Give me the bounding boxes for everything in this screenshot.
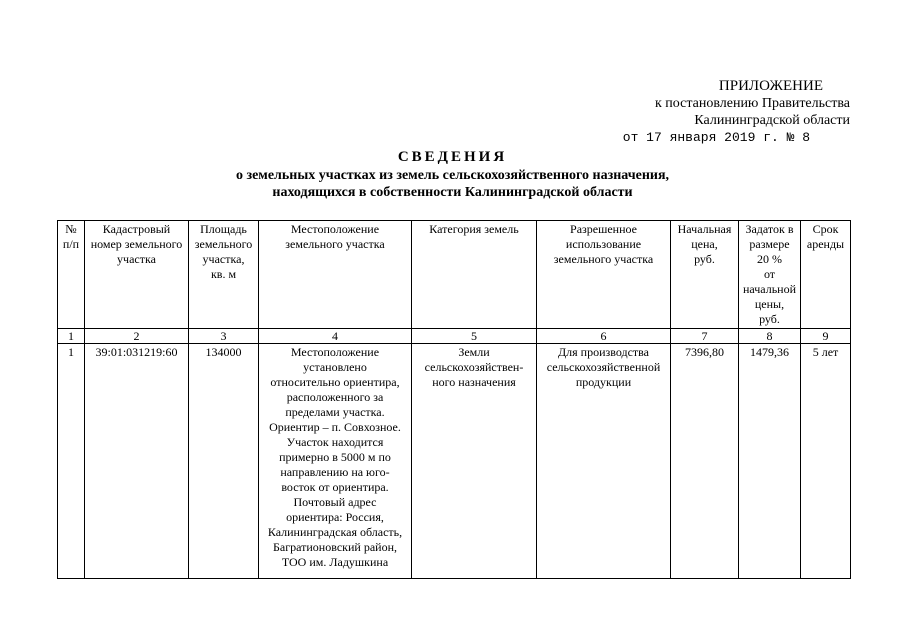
cell-line: ТОО им. Ладушкина: [281, 555, 389, 569]
cell-line: участка: [117, 252, 156, 266]
cell-line: 1: [68, 345, 74, 359]
deposit-cell: [739, 344, 801, 579]
cell-line: цена,: [691, 237, 718, 251]
cell-line: кв. м: [210, 267, 237, 281]
cell-line: Багратионовский район,: [272, 540, 397, 554]
cell-line: цены,: [754, 297, 785, 311]
cell-line: сельскохозяйственной: [546, 360, 661, 374]
cadastral-number-cell: [85, 344, 189, 579]
cell-line: Земли: [458, 345, 490, 359]
appendix-line-1: к постановлению Правительства: [654, 96, 850, 111]
cell-line: Местоположение: [290, 222, 380, 236]
cell-line: продукции: [575, 375, 632, 389]
cell-line: земельного участка: [285, 237, 385, 251]
cell-line: относительно ориентира,: [270, 375, 400, 389]
header-cell: [259, 221, 412, 329]
header-cell: [801, 221, 851, 329]
column-number: 5: [412, 329, 537, 344]
cell-line: Местоположение: [290, 345, 380, 359]
cell-line: Для производства: [557, 345, 650, 359]
column-number: 2: [85, 329, 189, 344]
row-number-cell: [58, 344, 85, 579]
cell-line: 134000: [205, 345, 242, 359]
document-subtitle-2: находящихся в собственности Калининградской области: [272, 185, 633, 200]
cell-line: 1479,36: [750, 345, 789, 359]
column-number: 3: [189, 329, 259, 344]
header-cell: [537, 221, 671, 329]
header-cell: [85, 221, 189, 329]
column-number: 1: [58, 329, 85, 344]
cell-line: начальной: [742, 282, 797, 296]
cell-line: Участок находится: [286, 435, 384, 449]
cell-line: пределами участка.: [285, 405, 385, 419]
cell-line: расположенного за: [286, 390, 384, 404]
cell-line: ориентира: Россия,: [286, 510, 384, 524]
cell-line: участка,: [202, 252, 245, 266]
location-cell: [259, 344, 412, 579]
cell-line: сельскохозяйствен-: [424, 360, 524, 374]
appendix-line-2: Калининградской области: [694, 113, 850, 128]
initial-price-cell: [671, 344, 739, 579]
cell-line: восток от ориентира.: [281, 480, 389, 494]
cell-line: Срок: [812, 222, 839, 236]
header-cell: [671, 221, 739, 329]
document-heading: [0, 147, 905, 201]
cell-line: Категория земель: [429, 222, 519, 236]
appendix-date: от 17 января 2019 г. № 8: [622, 130, 810, 145]
cell-line: Почтовый адрес: [293, 495, 377, 509]
cell-line: земельного участка: [553, 252, 654, 266]
land-plots-table: [57, 220, 851, 579]
cell-line: Задаток в: [745, 222, 794, 236]
column-number: 4: [259, 329, 412, 344]
cell-line: установлено: [303, 360, 367, 374]
cell-line: Начальная: [677, 222, 732, 236]
cell-line: Ориентир – п. Совхозное.: [269, 420, 401, 434]
header-cell: [739, 221, 801, 329]
table-row: [58, 344, 851, 579]
land-category-cell: [412, 344, 537, 579]
lease-term-cell: [801, 344, 851, 579]
cell-line: направлению на юго-: [280, 465, 390, 479]
cell-line: примерно в 5000 м по: [279, 450, 391, 464]
column-number: 7: [671, 329, 739, 344]
cell-line: аренды: [806, 237, 845, 251]
document-subtitle-1: о земельных участках из земель сельскохозяйственного назначения,: [235, 168, 670, 183]
cell-line: использование: [565, 237, 642, 251]
cell-line: 39:01:031219:60: [95, 345, 178, 359]
header-cell: [412, 221, 537, 329]
table-header-row: [58, 221, 851, 329]
cell-line: Разрешенное: [570, 222, 637, 236]
cell-line: №: [65, 222, 77, 236]
header-cell: [189, 221, 259, 329]
cell-line: п/п: [62, 237, 80, 251]
header-cell: [58, 221, 85, 329]
cell-line: 7396,80: [685, 345, 724, 359]
cell-line: ного назначения: [432, 375, 516, 389]
cell-line: номер земельного: [90, 237, 183, 251]
cell-line: 5 лет: [812, 345, 839, 359]
cell-line: земельного: [194, 237, 253, 251]
cell-line: от: [763, 267, 776, 281]
cell-line: размере: [749, 237, 790, 251]
cell-line: руб.: [759, 312, 780, 326]
column-number: 8: [739, 329, 801, 344]
cell-line: Кадастровый: [102, 222, 171, 236]
appendix-title: ПРИЛОЖЕНИЕ: [718, 78, 823, 94]
cell-line: Площадь: [200, 222, 247, 236]
column-number: 6: [537, 329, 671, 344]
column-number-row: [58, 329, 851, 344]
document-title: СВЕДЕНИЯ: [397, 149, 508, 165]
cell-line: 20 %: [757, 252, 782, 266]
appendix-block: [623, 78, 850, 146]
column-number: 9: [801, 329, 851, 344]
permitted-use-cell: [537, 344, 671, 579]
area-cell: [189, 344, 259, 579]
cell-line: Калининградская область,: [267, 525, 403, 539]
cell-line: руб.: [694, 252, 715, 266]
